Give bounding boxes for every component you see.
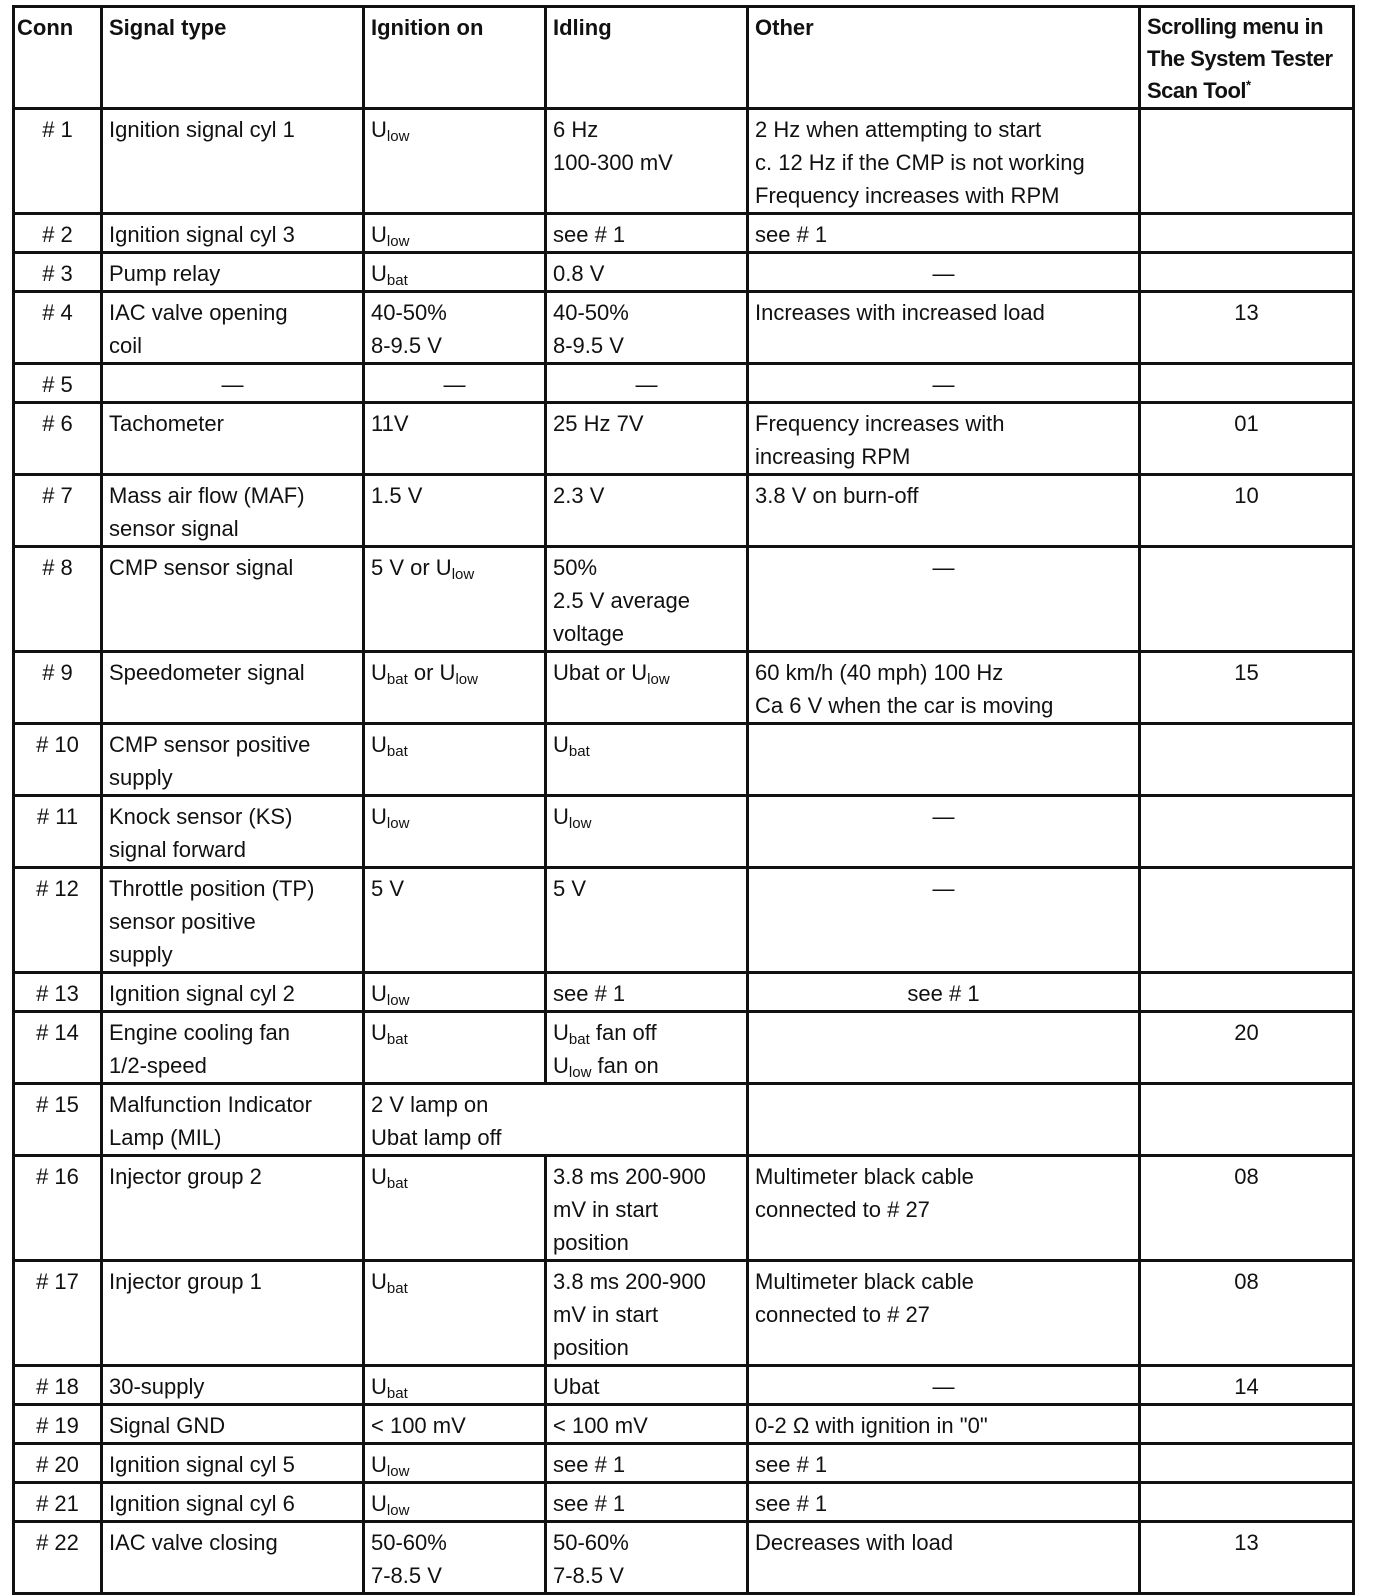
idling-value: U (553, 732, 569, 757)
ignition-cell (364, 724, 546, 796)
table-row (14, 1522, 1354, 1594)
scan-menu-cell (1140, 214, 1354, 253)
table-row (14, 868, 1354, 973)
signal-type-cell (102, 796, 364, 868)
other-cell (748, 403, 1140, 475)
conn-cell: # 11 (14, 796, 102, 868)
conn-cell: # 22 (14, 1522, 102, 1594)
ignition-value: U (371, 1269, 387, 1294)
ignition-subscript: low (386, 128, 410, 145)
ignition-cell (364, 1366, 546, 1405)
ignition-value: U (371, 222, 387, 247)
other-cell: 3.8 V on burn-off (748, 475, 1140, 547)
other-value: Frequency increases with increasing RPM (755, 411, 1005, 469)
ignition-cell (364, 547, 546, 652)
table-row (14, 547, 1354, 652)
ignition-value: U (371, 261, 387, 286)
scan-menu-cell: 08 (1140, 1261, 1354, 1366)
idling-cell: see # 1 (546, 973, 748, 1012)
other-value: Multimeter black cable connected to # 27 (755, 1164, 974, 1222)
scan-menu-cell (1140, 547, 1354, 652)
header-conn: Conn (14, 7, 102, 109)
table-row (14, 403, 1354, 475)
idling-subscript: low (568, 815, 592, 832)
ignition-value: U (371, 660, 387, 685)
idling-cell (546, 1261, 748, 1366)
idling-cell (546, 652, 748, 724)
conn-cell: # 12 (14, 868, 102, 973)
signal-type-cell: Injector group 1 (102, 1261, 364, 1366)
signal-type-cell (102, 724, 364, 796)
idling-cell: 25 Hz 7V (546, 403, 748, 475)
conn-cell: # 3 (14, 253, 102, 292)
scan-menu-cell (1140, 1444, 1354, 1483)
ignition-cell: < 100 mV (364, 1405, 546, 1444)
ignition-value: U (371, 1020, 387, 1045)
ignition-cell (364, 796, 546, 868)
idling-cell (546, 1156, 748, 1261)
signal-type-cell: IAC valve closing (102, 1522, 364, 1594)
conn-cell: # 20 (14, 1444, 102, 1483)
ignition-cell (364, 292, 546, 364)
scan-menu-cell: 13 (1140, 1522, 1354, 1594)
other-value: 60 km/h (40 mph) 100 Hz Ca 6 V when the car is moving (755, 660, 1054, 718)
idling-subscript: bat (568, 743, 590, 760)
signal-type-cell: Ignition signal cyl 5 (102, 1444, 364, 1483)
signal-type-value: CMP sensor positive supply (109, 732, 311, 790)
table-row (14, 1444, 1354, 1483)
scan-menu-cell (1140, 868, 1354, 973)
idling-line-2 (553, 1049, 740, 1082)
conn-cell: # 4 (14, 292, 102, 364)
ignition-value: U (371, 1374, 387, 1399)
conn-cell: # 21 (14, 1483, 102, 1522)
idling-cell (546, 109, 748, 214)
ignition-subscript: bat (386, 1385, 408, 1402)
connector-signal-table (12, 5, 1355, 1595)
signal-type-cell: Ignition signal cyl 3 (102, 214, 364, 253)
signal-type-cell: 30-supply (102, 1366, 364, 1405)
other-value: 2 Hz when attempting to start c. 12 Hz if the CMP is not working Frequency increases with RPM (755, 117, 1085, 208)
ignition-value: U (371, 1491, 387, 1516)
other-cell (748, 1084, 1140, 1156)
header-ignition-on: Ignition on (364, 7, 546, 109)
signal-type-value: Knock sensor (KS) signal forward (109, 804, 293, 862)
idling-cell: see # 1 (546, 214, 748, 253)
table-row (14, 1012, 1354, 1084)
other-cell: — (748, 868, 1140, 973)
idling-cell (546, 547, 748, 652)
scan-menu-cell: 14 (1140, 1366, 1354, 1405)
scan-menu-cell (1140, 364, 1354, 403)
ignition-idling-merged-cell (364, 1084, 748, 1156)
ignition-cell: 1.5 V (364, 475, 546, 547)
header-idling: Idling (546, 7, 748, 109)
ignition-cell: — (364, 364, 546, 403)
conn-cell: # 7 (14, 475, 102, 547)
signal-type-value: Malfunction Indicator Lamp (MIL) (109, 1092, 312, 1150)
table-row (14, 652, 1354, 724)
conn-cell: # 13 (14, 973, 102, 1012)
idling-cell: see # 1 (546, 1444, 748, 1483)
signal-type-value: Mass air flow (MAF) sensor signal (109, 483, 305, 541)
idling-value: 50% 2.5 V average voltage (553, 555, 690, 646)
ignition-value: 50-60% 7-8.5 V (371, 1530, 447, 1588)
signal-type-cell (102, 868, 364, 973)
ignition-subscript-2: low (455, 671, 478, 688)
other-cell (748, 109, 1140, 214)
ignition-value-2: or U (407, 660, 456, 685)
conn-cell: # 6 (14, 403, 102, 475)
other-cell (748, 724, 1140, 796)
idling-cell: < 100 mV (546, 1405, 748, 1444)
idling-cell: 5 V (546, 868, 748, 973)
conn-cell: # 18 (14, 1366, 102, 1405)
table-row (14, 292, 1354, 364)
signal-type-value: Engine cooling fan 1/2-speed (109, 1020, 291, 1078)
idling-cell (546, 1012, 748, 1084)
scan-menu-cell (1140, 253, 1354, 292)
idling-value: Ubat or U (553, 660, 648, 685)
scan-menu-cell: 20 (1140, 1012, 1354, 1084)
table-row (14, 1156, 1354, 1261)
idling-value: U (553, 804, 569, 829)
other-value: Multimeter black cable connected to # 27 (755, 1269, 974, 1327)
ignition-cell (364, 253, 546, 292)
conn-cell: # 16 (14, 1156, 102, 1261)
table-row (14, 724, 1354, 796)
ignition-value: U (371, 804, 387, 829)
table-row (14, 364, 1354, 403)
ignition-subscript: low (386, 815, 410, 832)
other-cell: see # 1 (748, 1444, 1140, 1483)
connector-signal-table-page (12, 5, 1354, 1588)
conn-cell: # 5 (14, 364, 102, 403)
scan-menu-cell (1140, 1084, 1354, 1156)
scan-menu-cell (1140, 1405, 1354, 1444)
idling-cell: 2.3 V (546, 475, 748, 547)
signal-type-cell: Ignition signal cyl 1 (102, 109, 364, 214)
signal-type-cell: Signal GND (102, 1405, 364, 1444)
idling-cell (546, 1522, 748, 1594)
signal-type-cell (102, 292, 364, 364)
ignition-value: U (371, 117, 387, 142)
conn-cell: # 1 (14, 109, 102, 214)
ignition-subscript: bat (386, 671, 408, 688)
signal-type-cell (102, 475, 364, 547)
other-cell: — (748, 364, 1140, 403)
other-cell: — (748, 253, 1140, 292)
ignition-subscript: low (386, 1463, 410, 1480)
conn-cell: # 14 (14, 1012, 102, 1084)
conn-cell: # 8 (14, 547, 102, 652)
header-signal-type: Signal type (102, 7, 364, 109)
scan-menu-cell (1140, 796, 1354, 868)
other-cell: — (748, 547, 1140, 652)
other-cell: Decreases with load (748, 1522, 1140, 1594)
other-cell: — (748, 796, 1140, 868)
conn-cell: # 2 (14, 214, 102, 253)
ignition-value: U (371, 732, 387, 757)
idling-value: 3.8 ms 200-900 mV in start position (553, 1269, 706, 1360)
table-row (14, 1084, 1354, 1156)
other-cell: see # 1 (748, 214, 1140, 253)
ignition-cell: 11V (364, 403, 546, 475)
table-row (14, 1405, 1354, 1444)
table-row (14, 1366, 1354, 1405)
other-cell: — (748, 1366, 1140, 1405)
signal-type-cell: — (102, 364, 364, 403)
table-row (14, 109, 1354, 214)
ignition-cell: 5 V (364, 868, 546, 973)
table-row (14, 475, 1354, 547)
ignition-value: 40-50% 8-9.5 V (371, 300, 447, 358)
signal-type-cell: Pump relay (102, 253, 364, 292)
ignition-subscript: low (386, 1502, 410, 1519)
signal-type-cell: CMP sensor signal (102, 547, 364, 652)
ignition-subscript: low (386, 233, 410, 250)
signal-type-cell: Speedometer signal (102, 652, 364, 724)
ignition-cell (364, 652, 546, 724)
other-cell (748, 652, 1140, 724)
ignition-value: U (371, 1452, 387, 1477)
idling-value: U (553, 1020, 569, 1045)
other-cell: see # 1 (748, 973, 1140, 1012)
scan-menu-cell (1140, 973, 1354, 1012)
ignition-subscript: low (386, 992, 410, 1009)
ignition-cell (364, 973, 546, 1012)
idling-cell: 0.8 V (546, 253, 748, 292)
ignition-value: 5 V or U (371, 555, 452, 580)
signal-type-value: IAC valve opening coil (109, 300, 288, 358)
other-cell (748, 1261, 1140, 1366)
table-row (14, 253, 1354, 292)
idling-value: U (553, 1053, 569, 1078)
ignition-cell (364, 1156, 546, 1261)
other-cell: 0-2 Ω with ignition in "0" (748, 1405, 1140, 1444)
signal-type-cell: Injector group 2 (102, 1156, 364, 1261)
signal-type-cell (102, 1084, 364, 1156)
signal-type-value: Throttle position (TP) sensor positive supply (109, 876, 315, 967)
signal-type-cell: Ignition signal cyl 6 (102, 1483, 364, 1522)
scan-menu-cell (1140, 724, 1354, 796)
scan-menu-cell: 13 (1140, 292, 1354, 364)
header-scrolling-menu (1140, 7, 1354, 109)
ignition-cell (364, 1012, 546, 1084)
signal-type-cell: Tachometer (102, 403, 364, 475)
footnote-mark: * (1246, 77, 1251, 93)
other-cell: see # 1 (748, 1483, 1140, 1522)
ignition-cell (364, 1483, 546, 1522)
signal-type-cell (102, 1012, 364, 1084)
scan-menu-cell (1140, 1483, 1354, 1522)
ignition-subscript: bat (386, 1175, 408, 1192)
idling-subscript: low (568, 1064, 592, 1081)
ignition-subscript: bat (386, 1280, 408, 1297)
scan-menu-cell: 08 (1140, 1156, 1354, 1261)
ignition-value: U (371, 1164, 387, 1189)
idling-cell: see # 1 (546, 1483, 748, 1522)
ignition-subscript: low (451, 566, 475, 583)
other-cell (748, 1156, 1140, 1261)
idling-value: 6 Hz 100-300 mV (553, 117, 673, 175)
conn-cell: # 9 (14, 652, 102, 724)
header-scrolling-menu-text: Scrolling menu in The System Tester Scan Tool (1147, 14, 1333, 103)
table-row (14, 1261, 1354, 1366)
ignition-cell (364, 1444, 546, 1483)
conn-cell: # 19 (14, 1405, 102, 1444)
ignition-subscript: bat (386, 1031, 408, 1048)
other-cell: Increases with increased load (748, 292, 1140, 364)
idling-value: 40-50% 8-9.5 V (553, 300, 629, 358)
idling-cell (546, 292, 748, 364)
conn-cell: # 15 (14, 1084, 102, 1156)
table-row (14, 1483, 1354, 1522)
ignition-cell (364, 214, 546, 253)
conn-cell: # 10 (14, 724, 102, 796)
header-other: Other (748, 7, 1140, 109)
idling-cell (546, 724, 748, 796)
idling-value: 3.8 ms 200-900 mV in start position (553, 1164, 706, 1255)
scan-menu-cell: 01 (1140, 403, 1354, 475)
ignition-subscript: bat (386, 743, 408, 760)
table-row (14, 796, 1354, 868)
table-row (14, 973, 1354, 1012)
idling-cell: Ubat (546, 1366, 748, 1405)
signal-type-cell: Ignition signal cyl 2 (102, 973, 364, 1012)
idling-value: 50-60% 7-8.5 V (553, 1530, 629, 1588)
ignition-cell (364, 109, 546, 214)
idling-cell (546, 796, 748, 868)
ignition-subscript: bat (386, 272, 408, 289)
idling-cell: — (546, 364, 748, 403)
idling-suffix: fan on (591, 1053, 659, 1078)
idling-subscript: bat (568, 1031, 590, 1048)
ignition-value: U (371, 981, 387, 1006)
scan-menu-cell: 15 (1140, 652, 1354, 724)
idling-line-1 (553, 1016, 740, 1049)
ignition-cell (364, 1261, 546, 1366)
ignition-cell (364, 1522, 546, 1594)
ignition-idling-value: 2 V lamp on Ubat lamp off (371, 1092, 502, 1150)
scan-menu-cell (1140, 109, 1354, 214)
scan-menu-cell: 10 (1140, 475, 1354, 547)
header-row (14, 7, 1354, 109)
idling-suffix: fan off (589, 1020, 657, 1045)
conn-cell: # 17 (14, 1261, 102, 1366)
table-row (14, 214, 1354, 253)
other-cell (748, 1012, 1140, 1084)
idling-subscript: low (647, 671, 670, 688)
